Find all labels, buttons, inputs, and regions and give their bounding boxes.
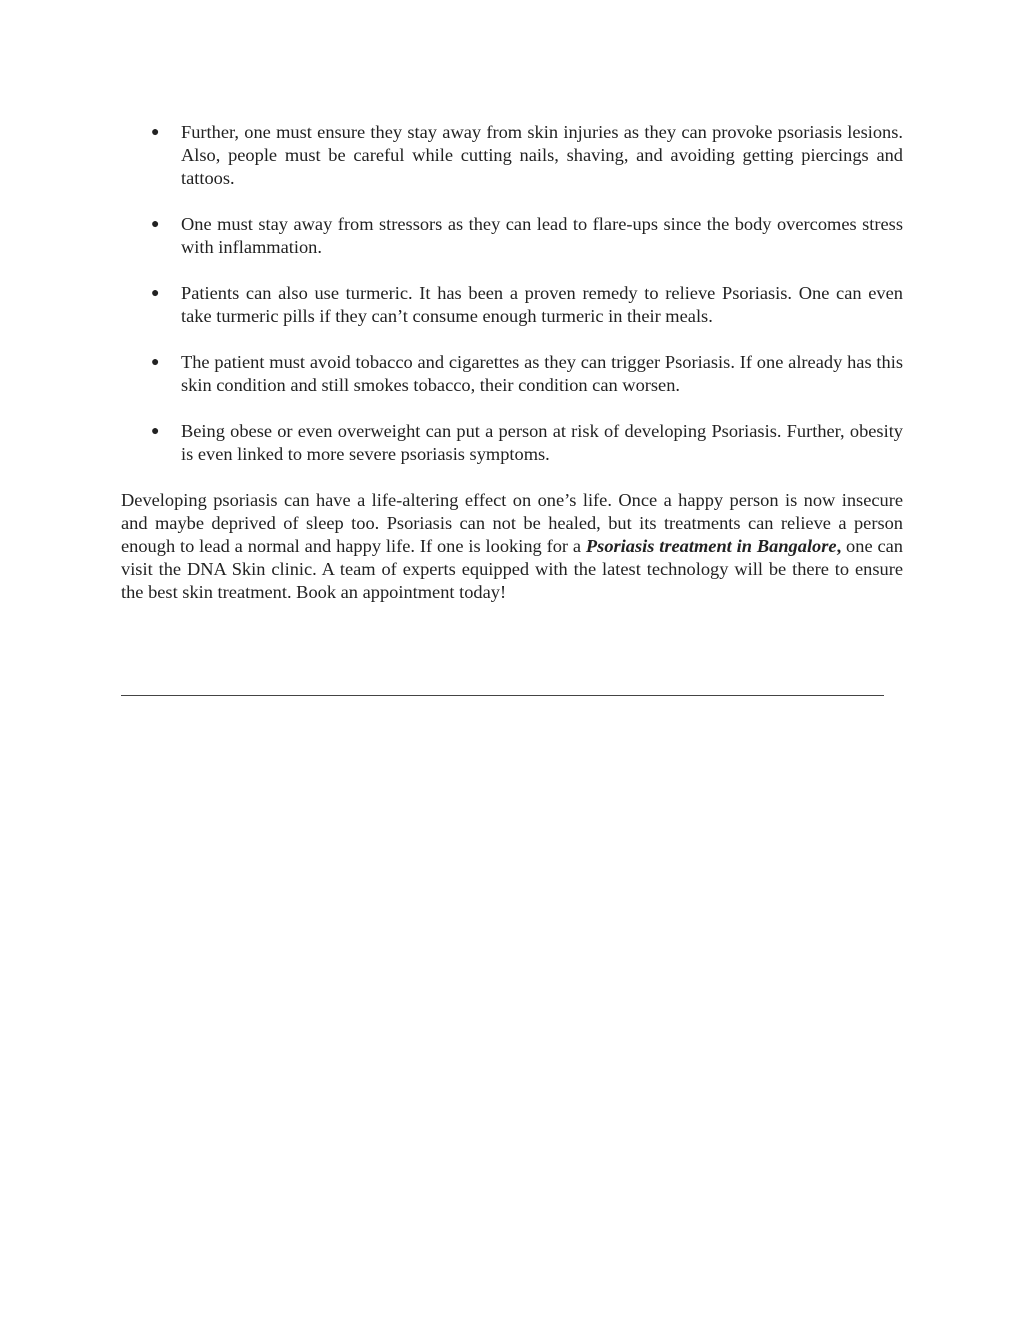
list-item [121, 351, 903, 397]
bullet-icon: ● [151, 424, 160, 439]
bullet-icon: ● [151, 125, 160, 140]
closing-text-end: one can visit the DNA Skin clinic. A team of experts equipped with the latest technology will be there to ensure the best skin treatment. Book an appointment today! [121, 536, 903, 602]
closing-text-start: Developing psoriasis can have a life-altering effect on one’s life. Once a happy person is now insecure and maybe deprived of sleep too. Psoriasis can not be healed, but its treatments can relieve a person enough to lead a normal and happy life. If one is looking for a [121, 490, 903, 556]
closing-paragraph [121, 489, 903, 604]
list-item-text: Further, one must ensure they stay away from skin injuries as they can provoke psoriasis lesions. Also, people must be careful while cutting nails, shaving, and avoiding getting piercings and tattoos. [181, 122, 903, 188]
list-item [121, 213, 903, 259]
closing-comma: , [836, 536, 842, 556]
list-item-text: Being obese or even overweight can put a person at risk of developing Psoriasis. Further, obesity is even linked to more severe psoriasis symptoms. [181, 421, 903, 464]
treatment-link-text: Psoriasis treatment in Bangalore [585, 536, 837, 556]
horizontal-divider [121, 695, 884, 696]
bullet-icon: ● [151, 355, 160, 370]
bullet-icon: ● [151, 286, 160, 301]
list-item [121, 282, 903, 328]
document-body [121, 121, 903, 604]
list-item [121, 420, 903, 466]
list-item-text: The patient must avoid tobacco and cigarettes as they can trigger Psoriasis. If one already has this skin condition and still smokes tobacco, their condition can worsen. [181, 352, 903, 395]
bullet-icon: ● [151, 217, 160, 232]
list-item-text: Patients can also use turmeric. It has been a proven remedy to relieve Psoriasis. One can even take turmeric pills if they can’t consume enough turmeric in their meals. [181, 283, 903, 326]
list-item [121, 121, 903, 190]
list-item-text: One must stay away from stressors as they can lead to flare-ups since the body overcomes stress with inflammation. [181, 214, 903, 257]
bullet-list [121, 121, 903, 466]
